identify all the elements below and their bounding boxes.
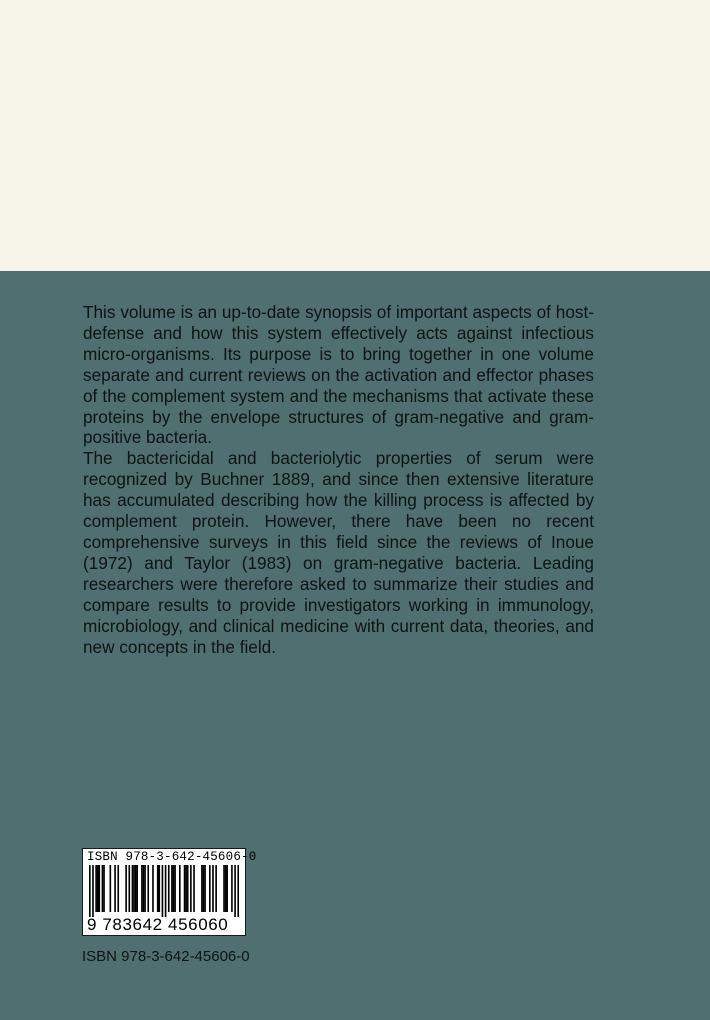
blurb-paragraph-1: This volume is an up-to-date synopsis of important aspects of host-defense and how this system effectively acts against infectious micro-organisms. Its purpose is to bring together in one volume separate and current reviews on the activation and effector phases of the complement system and the mechanisms that activate these proteins by the envelope structures of gram-negative and gram-positive bacteria.: [83, 302, 594, 448]
barcode-bar: [237, 865, 239, 917]
barcode-bar: [141, 865, 143, 912]
barcode-bar: [133, 865, 135, 912]
barcode-bar: [193, 865, 195, 912]
barcode-bar: [168, 865, 170, 912]
barcode-bar: [158, 865, 160, 912]
barcode-bars: [89, 865, 239, 917]
barcode-bar: [209, 865, 211, 912]
barcode-bar: [132, 865, 134, 912]
barcode-bar: [144, 865, 146, 912]
barcode-bar: [157, 865, 159, 912]
barcode-bar: [187, 865, 189, 912]
barcode-bar: [162, 865, 164, 917]
barcode-digits: 9 783642 456060: [87, 915, 229, 934]
blurb-paragraph-2: The bactericidal and bacteriolytic properties of serum were recognized by Buchner 1889, and since then extensive literature has accumulated describing how the killing process is affected by complement protein. However, there have been no recent comprehensive surveys in this field since the reviews of Inoue (1972) and Taylor (1983) on gram-negative bacteria. Leading researchers were therefore asked to summarize their studies and compare results to provide investigators working in immunology, microbiology, and clinical medicine with current data, theories, and new concepts in the field.: [83, 448, 594, 657]
barcode-bar: [97, 865, 99, 912]
barcode-bar: [204, 865, 206, 912]
barcode-bar: [136, 865, 138, 912]
barcode-bar: [184, 865, 186, 912]
barcode-bar: [226, 865, 228, 912]
barcode-bar: [102, 865, 104, 912]
barcode-bar: [234, 865, 236, 917]
barcode-bar: [231, 865, 233, 912]
barcode-bar: [201, 865, 203, 912]
barcode-bar: [165, 865, 167, 917]
isbn-number: ISBN 978-3-642-45606-0: [82, 948, 250, 965]
barcode-bar: [185, 865, 187, 912]
barcode-bar: [173, 865, 175, 912]
barcode-bar: [203, 865, 205, 912]
barcode-bar: [89, 865, 91, 917]
barcode-bar: [103, 865, 105, 912]
barcode-bar: [212, 865, 214, 912]
isbn-barcode: [82, 848, 257, 936]
barcode-bar: [128, 865, 130, 912]
barcode-bar: [110, 865, 112, 912]
barcode-bar: [92, 865, 94, 917]
barcode-bar: [179, 865, 181, 912]
cover-top-band: [0, 0, 710, 271]
barcode-bar: [147, 865, 149, 912]
barcode-bar: [174, 865, 176, 912]
barcode-bar: [215, 865, 217, 912]
barcode-bar: [152, 865, 154, 912]
barcode-bar: [190, 865, 192, 912]
barcode-isbn-text: ISBN 978-3-642-45606-0: [87, 850, 257, 864]
barcode-bar: [143, 865, 145, 912]
barcode-bar: [95, 865, 97, 912]
barcode-bar: [98, 865, 100, 912]
back-cover-blurb: [83, 302, 594, 657]
barcode-bar: [117, 865, 119, 912]
barcode-bar: [135, 865, 137, 912]
barcode-bar: [171, 865, 173, 912]
barcode-bar: [225, 865, 227, 912]
barcode-bar: [125, 865, 127, 912]
barcode-bar: [223, 865, 225, 912]
barcode-bar: [114, 865, 116, 912]
